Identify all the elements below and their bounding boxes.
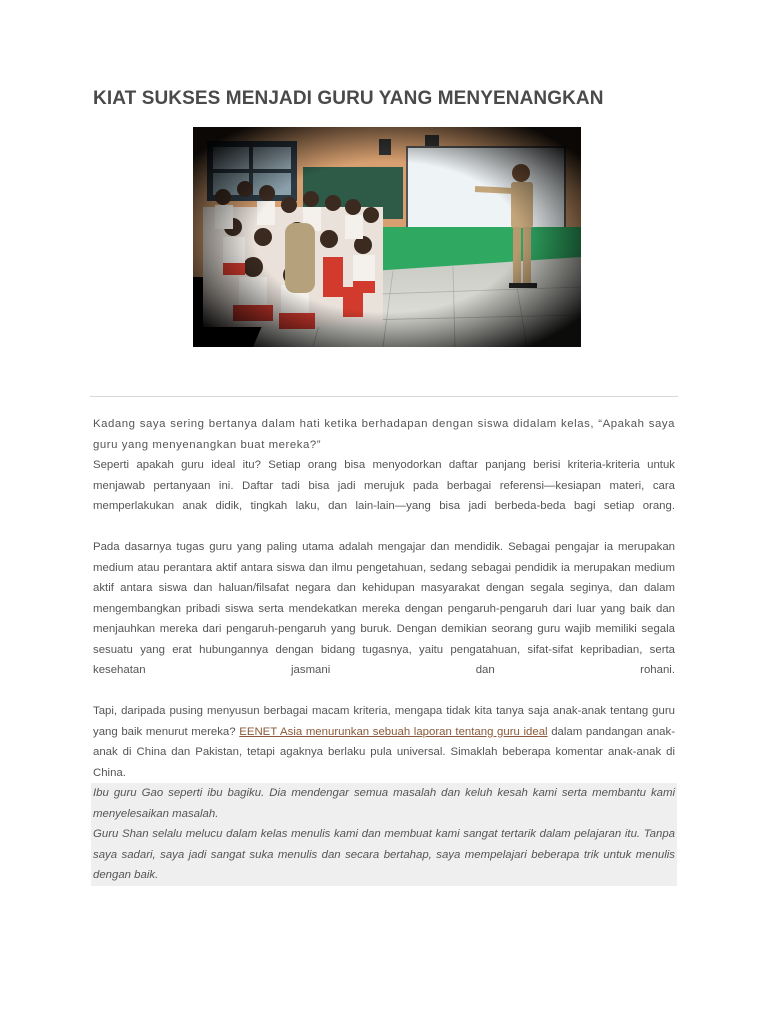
eenet-report-link[interactable]: EENET Asia menurunkan sebuah laporan tentang guru ideal [239,725,548,738]
classroom-photo [193,127,581,347]
paragraph-ideal-teacher: Seperti apakah guru ideal itu? Setiap orang bisa menyodorkan daftar panjang berisi kriteria-kriteria untuk menjawab pertanyaan ini. Daftar tadi bisa jadi merujuk pada berbagai referensi—kesiapan materi, cara memperlakukan anak didik, tingkah laku, dan lain-lain—yang bisa jadi berbeda-beda bagi setiap orang. [93,459,675,512]
article-body [93,414,675,886]
paragraph-intro: Kadang saya sering bertanya dalam hati ketika berhadapan dengan siswa didalam kelas, “Apakah saya guru yang menyenangkan buat mereka?” [93,418,675,451]
paragraph-ask-children [93,701,675,783]
paragraph-text: Tapi, daripada pusing menyusun berbagai macam kriteria, mengapa tidak kita tanya saja anak-anak tentang guru yang baik menurut mereka? [93,705,675,738]
quote-block [91,783,677,886]
quote-gao: Ibu guru Gao seperti ibu bagiku. Dia mendengar semua masalah dan keluh kesah kami serta membantu kami menyelesaikan masalah. [93,787,675,820]
paragraph-teacher-duties: Pada dasarnya tugas guru yang paling utama adalah mengajar dan mendidik. Sebagai pengajar ia merupakan medium atau perantara aktif antara siswa dan ilmu pengetahuan, sedang sebagai pendidik ia merupakan medium aktif antara siswa dan haluan/filsafat negara dan kehidupan masyarakat dengan segala seginya, dan dalam mengembangkan pribadi siswa serta mendekatkan mereka dengan pengaruh-pengaruh dari luar yang baik dan menjauhkan mereka dari pengaruh-pengaruh yang buruk. Dengan demikian seorang guru wajib memiliki segala sesuatu yang erat hubungannya dengan bidang tugasnya, yaitu pengatahuan, sifat-sifat kepribadian, serta kesehatan jasmani dan rohani. [93,541,675,676]
divider [90,396,678,397]
paragraph-text: dalam pandangan anak-anak di China dan Pakistan, tetapi agaknya berlaku pula universal. Simaklah beberapa komentar anak-anak di China. [93,725,676,779]
classroom-illustration [193,127,581,347]
article-title: KIAT SUKSES MENJADI GURU YANG MENYENANGKAN [93,88,604,109]
quote-shan: Guru Shan selalu melucu dalam kelas menulis kami dan membuat kami sangat tertarik dalam pelajaran itu. Tanpa saya sadari, saya jadi sangat suka menulis dan secara bertahap, saya mempelajari beberapa trik untuk menulis dengan baik. [93,828,675,881]
